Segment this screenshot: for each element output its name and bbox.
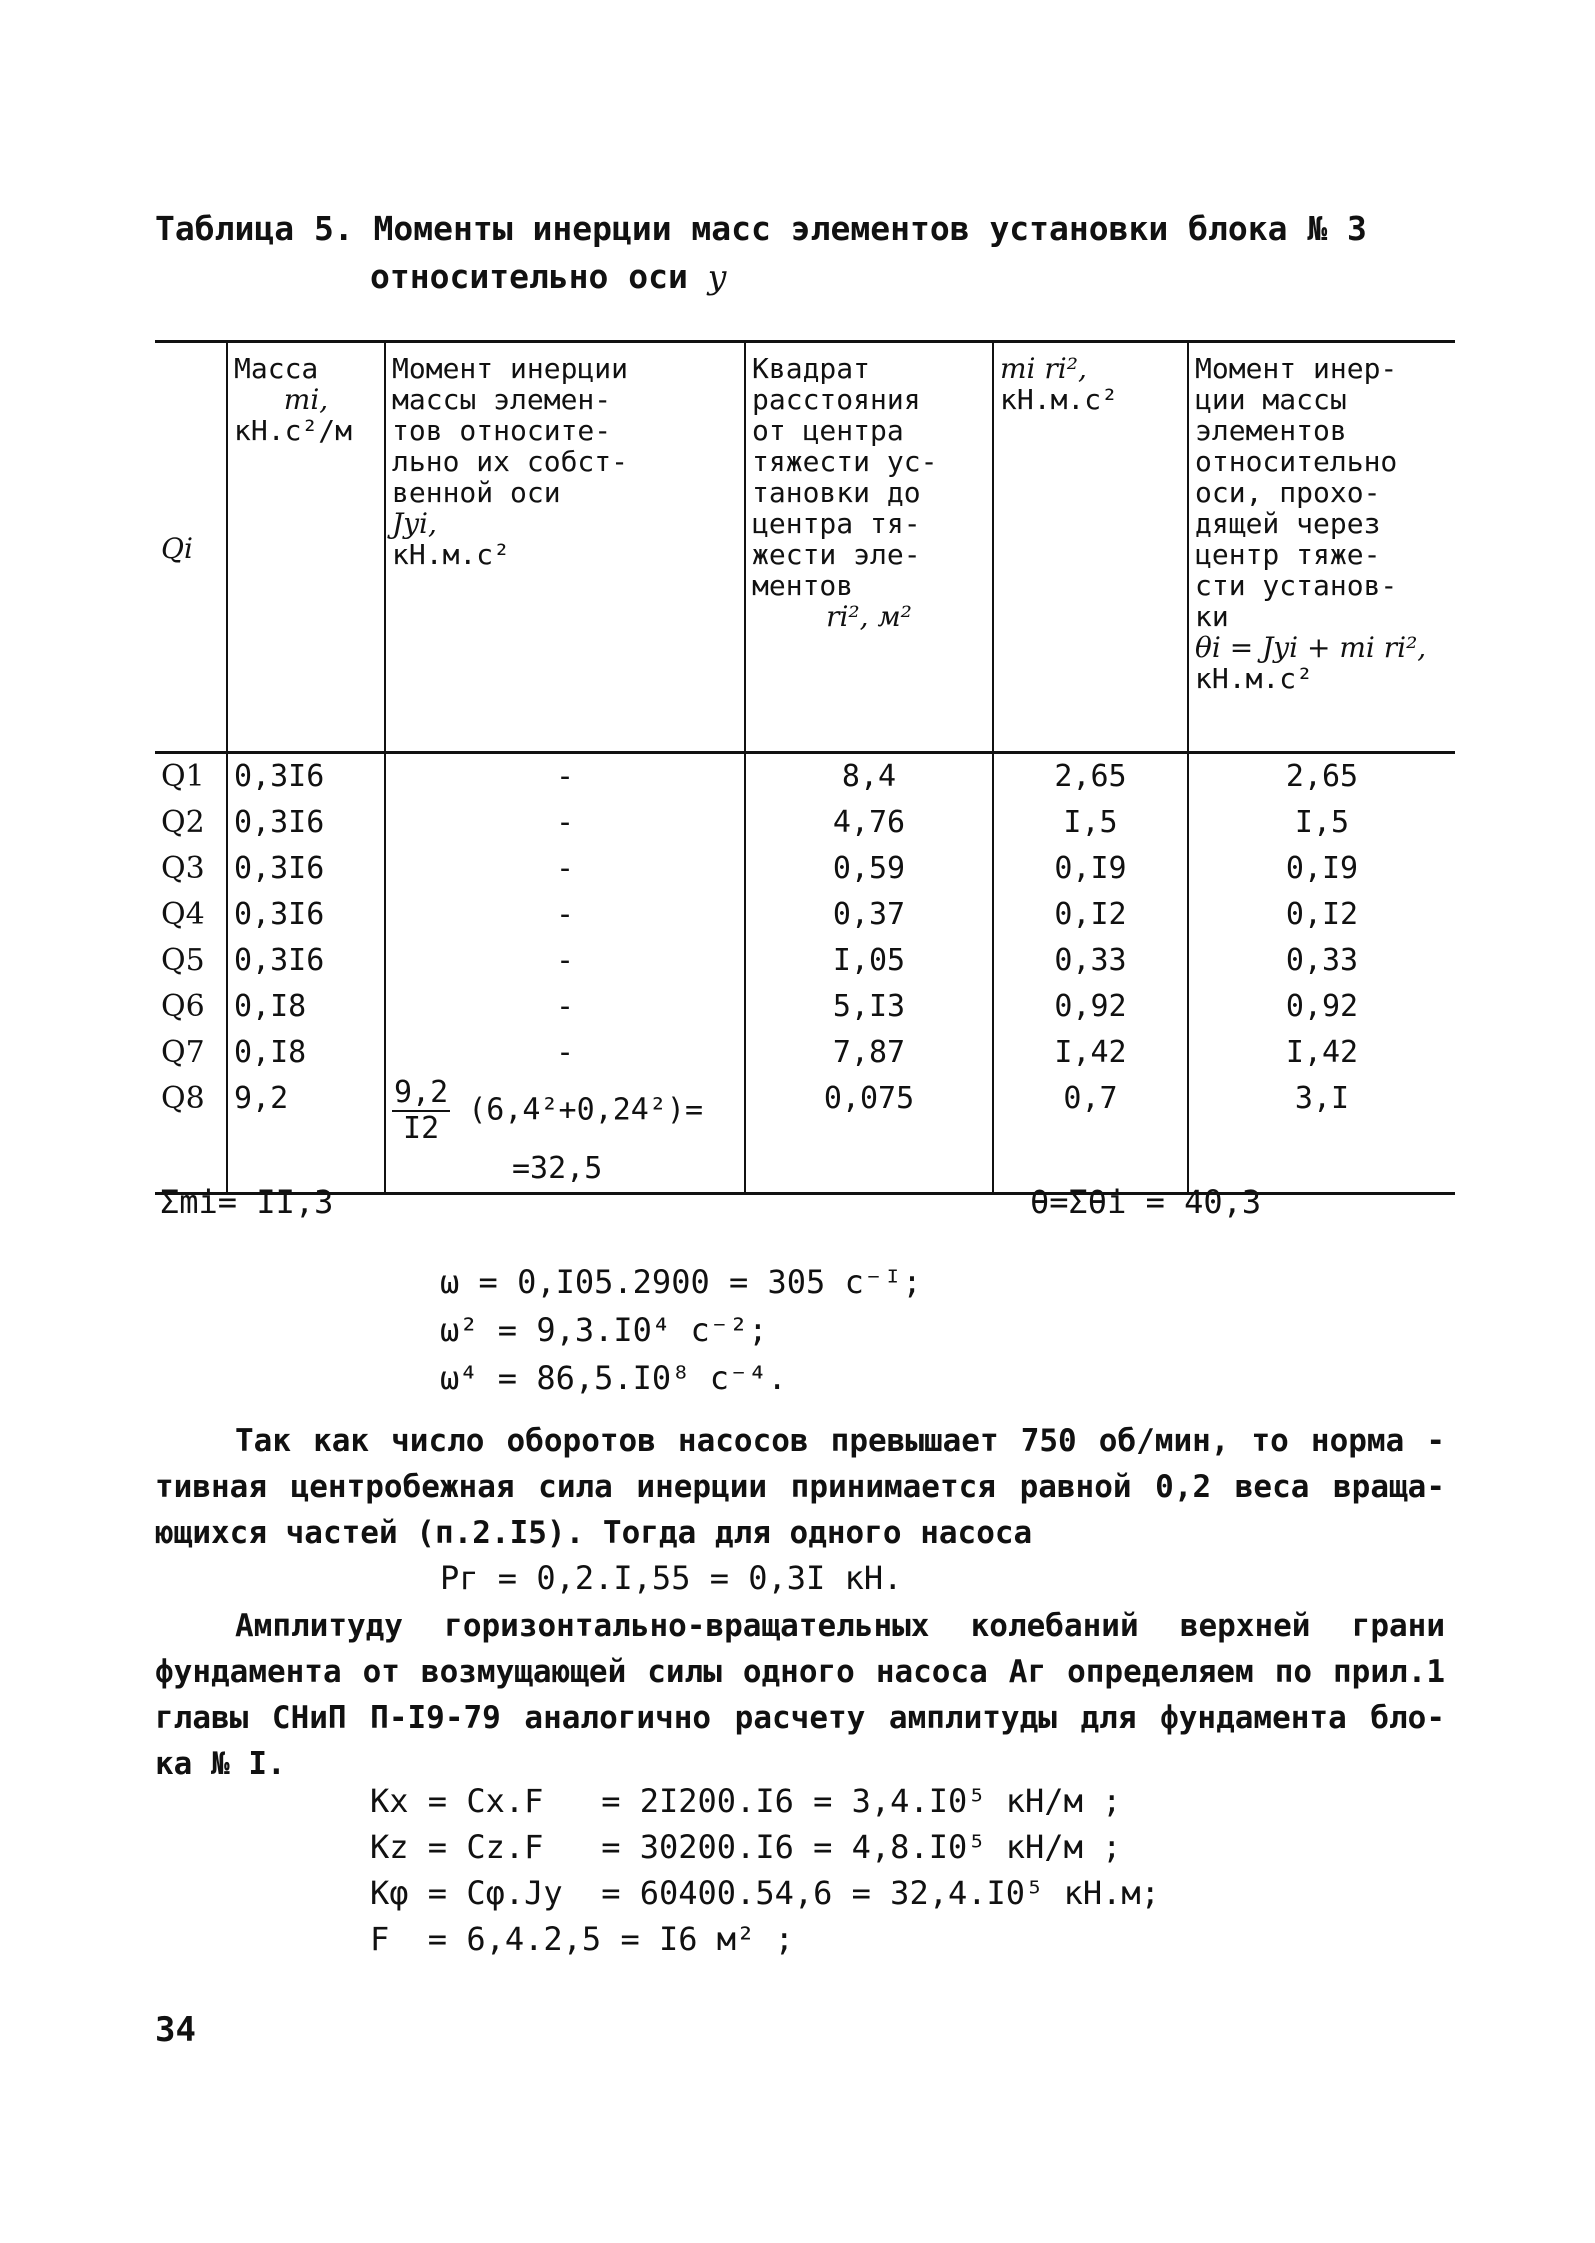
caption-line-2-text: относительно оси [370, 257, 708, 296]
omega-formulas [440, 1258, 922, 1402]
sum-mass: Σmi= II,3 [160, 1183, 334, 1221]
stiffness-formulas [370, 1778, 1160, 1962]
table-row: Q5 0,3I6 - I,05 0,33 0,33 [155, 938, 1455, 984]
kz-formula: Kz = Cz.F = 30200.I6 = 4,8.I0⁵ кН/м ; [370, 1828, 1122, 1866]
header-own-inertia: Момент инерции массы элемен- тов относите- льно их собст- венной оси Jyi, кН.м.с² [385, 342, 745, 753]
force-formula: Pг = 0,2.I,55 = 0,3I кН. [440, 1559, 903, 1597]
kphi-formula: Kφ = Cφ.Jy = 60400.54,6 = 32,4.I0⁵ кН.м; [370, 1874, 1160, 1912]
caption-line-2 [155, 253, 1367, 301]
table-row: Q2 0,3I6 - 4,76 I,5 I,5 [155, 800, 1455, 846]
q8-fraction: $\frac{9,2}{I2}$ [394, 1075, 449, 1146]
header-mass: Масса mi, кН.с²/м [227, 342, 385, 753]
caption-line-1: Таблица 5. Моменты инерции масс элементов установки блока № 3 [155, 209, 1367, 248]
table-row-q8: Q8 9,2 $\frac{9,2}{I2}$ (6,4²+0,24²)= =32,5 0,075 0,7 3,I [155, 1076, 1455, 1194]
f-formula: F = 6,4.2,5 = I6 м² ; [370, 1920, 794, 1958]
table-row: Q6 0,I8 - 5,I3 0,92 0,92 [155, 984, 1455, 1030]
inertia-table [155, 340, 1455, 1195]
table-row: Q4 0,3I6 - 0,37 0,I2 0,I2 [155, 892, 1455, 938]
omega-1: ω = 0,I05.2900 = 305 с⁻ᴵ; [440, 1263, 922, 1301]
caption-axis: y [707, 257, 727, 296]
sum-theta: θ=Σθi = 40,3 [1030, 1183, 1262, 1221]
table-header-row [155, 342, 1455, 753]
q8-own-inertia: $\frac{9,2}{I2}$ (6,4²+0,24²)= =32,5 [385, 1076, 745, 1194]
table-row: Q7 0,I8 - 7,87 I,42 I,42 [155, 1030, 1455, 1076]
table-row: Q1 0,3I6 - 8,4 2,65 2,65 [155, 753, 1455, 801]
header-total-inertia: Момент инер- ции массы элементов относительно оси, прохо- дящей через центр тяже- сти установ- ки θi = Jyi + mi ri², кН.м.с² [1188, 342, 1455, 753]
paragraph-centrifugal-force: Так как число оборотов насосов превышает 750 об/мин, то норма - тивная центробежная сила инерции принимается равной 0,2 веса враща- ющихся частей (п.2.I5). Тогда для одного насоса [155, 1423, 1445, 1551]
paragraph-amplitude: Амплитуду горизонтально-вращательных колебаний верхней грани фундамента от возмущающей силы одного насоса Aг определяем по прил.1 главы СНиП П-I9-79 аналогично расчету амплитуды для фундамента бло- ка № I. [155, 1608, 1445, 1782]
kx-formula: Kx = Cx.F = 2I200.I6 = 3,4.I0⁵ кН/м ; [370, 1782, 1122, 1820]
omega-4: ω⁴ = 86,5.I0⁸ с⁻⁴. [440, 1359, 787, 1397]
page-number: 34 [155, 2010, 196, 2050]
header-distance-squared: Квадрат расстояния от центра тяжести ус- тановки до центра тя- жести эле- ментов ri², м² [745, 342, 993, 753]
header-m-r2: mi ri², кН.м.с² [993, 342, 1188, 753]
table-row: Q3 0,3I6 - 0,59 0,I9 0,I9 [155, 846, 1455, 892]
table-caption [155, 205, 1367, 301]
header-qi: Qi [161, 531, 193, 565]
omega-2: ω² = 9,3.I0⁴ с⁻²; [440, 1311, 768, 1349]
